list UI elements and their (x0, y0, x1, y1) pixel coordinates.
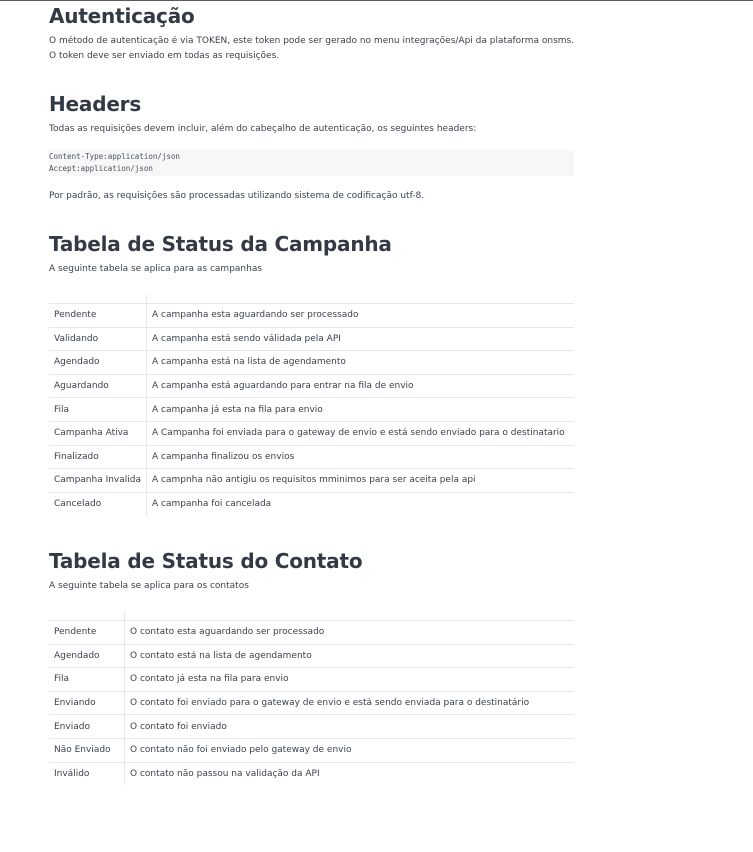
status-name-cell: Validando (49, 327, 147, 351)
contact-status-table (49, 612, 574, 785)
status-description-cell: A campanha está na lista de agendamento (147, 351, 575, 375)
table-row (49, 421, 574, 445)
table-header-cell (49, 612, 125, 621)
status-name-cell: Pendente (49, 304, 147, 328)
table-row (49, 668, 574, 692)
table-row (49, 327, 574, 351)
table-row (49, 398, 574, 422)
status-description-cell: O contato já esta na fila para envio (125, 668, 575, 692)
contact-status-intro: A seguinte tabela se aplica para os contatos (49, 581, 249, 591)
table-header-cell (49, 295, 147, 304)
status-description-cell: O contato não foi enviado pelo gateway de envio (125, 738, 575, 762)
status-description-cell: A campanha esta aguardando ser processado (147, 304, 575, 328)
status-description-cell: A campanha foi cancelada (147, 492, 575, 515)
status-name-cell: Pendente (49, 621, 125, 645)
status-description-cell: O contato foi enviado (125, 715, 575, 739)
table-row (49, 621, 574, 645)
table-header-row (49, 295, 574, 304)
status-name-cell: Aguardando (49, 374, 147, 398)
campaign-status-intro: A seguinte tabela se aplica para as campanhas (49, 264, 263, 274)
status-description-cell: O contato está na lista de agendamento (125, 644, 575, 668)
table-header-cell (125, 612, 575, 621)
status-name-cell: Cancelado (49, 492, 147, 515)
status-name-cell: Finalizado (49, 445, 147, 469)
table-header-row (49, 612, 574, 621)
status-name-cell: Enviado (49, 715, 125, 739)
status-description-cell: A campanha está aguardando para entrar na fila de envio (147, 374, 575, 398)
table-row (49, 445, 574, 469)
status-description-cell: O contato esta aguardando ser processado (125, 621, 575, 645)
status-description-cell: A campnha não antigiu os requisitos mminimos para ser aceita pela api (147, 469, 575, 493)
status-name-cell: Fila (49, 668, 125, 692)
table-row (49, 304, 574, 328)
status-name-cell: Campanha Invalida (49, 469, 147, 493)
table-row (49, 644, 574, 668)
table-row (49, 374, 574, 398)
status-description-cell: A Campanha foi enviada para o gateway de envio e está sendo enviado para o destinatario (147, 421, 575, 445)
table-row (49, 762, 574, 785)
status-name-cell: Fila (49, 398, 147, 422)
table-header-cell (147, 295, 575, 304)
headers-title: Headers (49, 92, 142, 116)
status-name-cell: Enviando (49, 691, 125, 715)
code-line-content-type: Content-Type:application/json (49, 152, 180, 161)
campaign-status-title: Tabela de Status da Campanha (49, 232, 392, 256)
table-row (49, 351, 574, 375)
status-description-cell: A campanha finalizou os envios (147, 445, 575, 469)
auth-description: O método de autenticação é via TOKEN, este token pode ser gerado no menu integrações/Api da plataforma onsms. O token deve ser enviado em todas as requisições. (49, 36, 575, 61)
table-row (49, 469, 574, 493)
campaign-status-table (49, 295, 574, 515)
status-description-cell: A campanha está sendo válidada pela API (147, 327, 575, 351)
table-row (49, 738, 574, 762)
status-name-cell: Inválido (49, 762, 125, 785)
contact-status-title: Tabela de Status do Contato (49, 549, 363, 573)
table-row (49, 691, 574, 715)
headers-intro: Todas as requisições devem incluir, além do cabeçalho de autenticação, os seguintes headers: (49, 124, 477, 134)
headers-code-block (49, 150, 574, 176)
top-divider (0, 0, 753, 1)
table-row (49, 715, 574, 739)
auth-title: Autenticação (49, 4, 195, 28)
status-description-cell: O contato foi enviado para o gateway de envio e está sendo enviada para o destinatário (125, 691, 575, 715)
status-name-cell: Não Enviado (49, 738, 125, 762)
status-name-cell: Agendado (49, 644, 125, 668)
status-name-cell: Campanha Ativa (49, 421, 147, 445)
table-row (49, 492, 574, 515)
status-description-cell: A campanha já esta na fila para envio (147, 398, 575, 422)
encoding-note: Por padrão, as requisições são processadas utilizando sistema de codificação utf-8. (49, 191, 425, 201)
status-name-cell: Agendado (49, 351, 147, 375)
code-line-accept: Accept:application/json (49, 164, 153, 173)
status-description-cell: O contato não passou na validação da API (125, 762, 575, 785)
